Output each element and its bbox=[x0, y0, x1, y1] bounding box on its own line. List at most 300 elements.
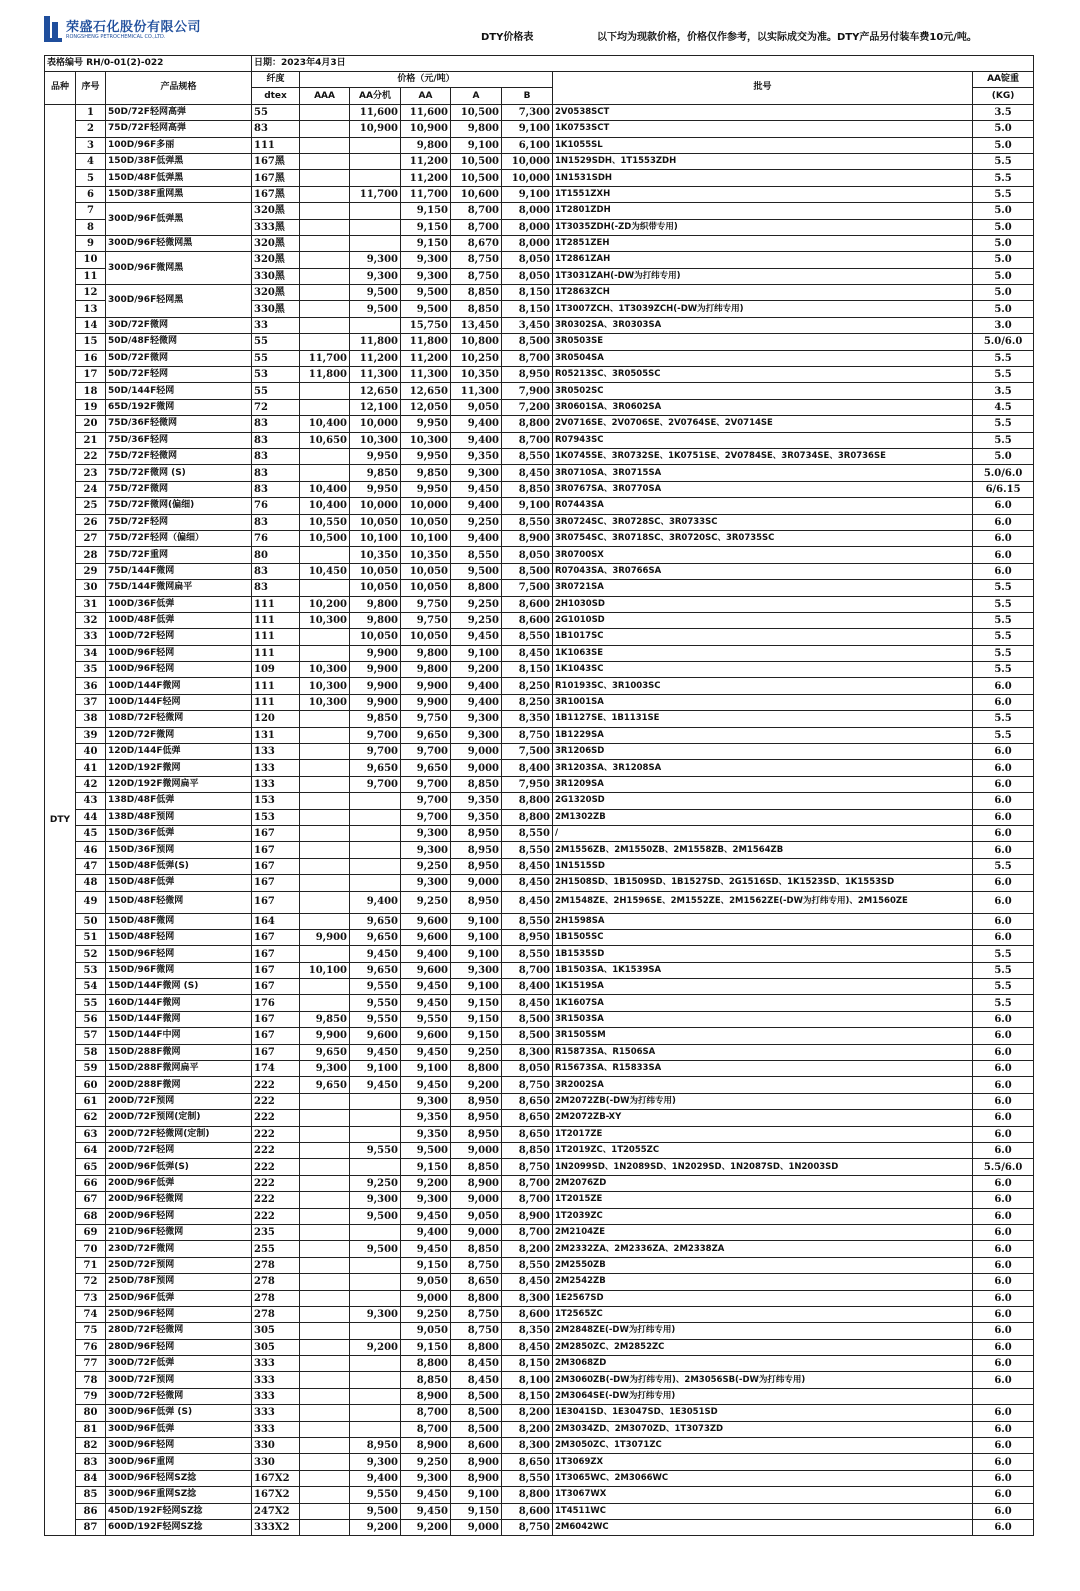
spec-cell: 150D/144F中网 bbox=[106, 1028, 252, 1044]
spec-cell: 300D/96F轻网SZ捻 bbox=[106, 1470, 252, 1486]
dtex-cell: 222 bbox=[252, 1110, 300, 1126]
table-row bbox=[45, 1011, 1034, 1027]
price-aa-cell: 9,850 bbox=[401, 465, 451, 481]
price-b-cell: 8,150 bbox=[502, 662, 553, 678]
table-row bbox=[45, 1192, 1034, 1208]
price-aaa-cell bbox=[300, 104, 350, 120]
price-aaa-cell: 10,650 bbox=[300, 432, 350, 448]
table-row bbox=[45, 1470, 1034, 1486]
seq-cell: 75 bbox=[76, 1323, 106, 1339]
weight-cell: 6.0 bbox=[973, 1143, 1034, 1159]
dtex-cell: 133 bbox=[252, 776, 300, 792]
price-aa-cell: 9,250 bbox=[401, 891, 451, 913]
price-aa-split-cell: 9,900 bbox=[350, 694, 401, 710]
price-aaa-cell bbox=[300, 1126, 350, 1142]
table-row bbox=[45, 514, 1034, 530]
price-aaa-cell bbox=[300, 1274, 350, 1290]
price-aa-cell: 9,300 bbox=[401, 1470, 451, 1486]
col-weight-top: AA锭重 bbox=[973, 72, 1034, 88]
dtex-cell: 320黑 bbox=[252, 235, 300, 251]
batch-cell: 3R0724SC、3R0728SC、3R0733SC bbox=[553, 514, 973, 530]
price-aa-split-cell: 9,300 bbox=[350, 252, 401, 268]
batch-cell: 2M3060ZB(-DW为打纬专用)、2M3056SB(-DW为打纬专用) bbox=[553, 1372, 973, 1388]
batch-cell: 1K1043SC bbox=[553, 662, 973, 678]
seq-cell: 87 bbox=[76, 1519, 106, 1535]
spec-cell: 300D/96F轻网黑 bbox=[106, 285, 252, 318]
spec-cell: 100D/96F轻网 bbox=[106, 645, 252, 661]
table-row bbox=[45, 1175, 1034, 1191]
price-a-cell: 9,300 bbox=[451, 465, 502, 481]
price-aa-cell: 8,800 bbox=[401, 1356, 451, 1372]
price-b-cell: 8,050 bbox=[502, 1061, 553, 1077]
price-b-cell: 8,750 bbox=[502, 1077, 553, 1093]
price-aaa-cell bbox=[300, 252, 350, 268]
weight-cell: 5.0 bbox=[973, 285, 1034, 301]
price-a-cell: 8,750 bbox=[451, 1323, 502, 1339]
price-aa-cell: 9,350 bbox=[401, 1126, 451, 1142]
price-a-cell: 8,450 bbox=[451, 1372, 502, 1388]
price-aaa-cell bbox=[300, 645, 350, 661]
price-aa-cell: 15,750 bbox=[401, 317, 451, 333]
batch-cell: 2H1030SD bbox=[553, 596, 973, 612]
price-a-cell: 9,350 bbox=[451, 809, 502, 825]
seq-cell: 25 bbox=[76, 498, 106, 514]
price-aa-split-cell bbox=[350, 1224, 401, 1240]
price-b-cell: 8,400 bbox=[502, 979, 553, 995]
dtex-cell: 167 bbox=[252, 825, 300, 841]
batch-cell: R07943SC bbox=[553, 432, 973, 448]
dtex-cell: 222 bbox=[252, 1093, 300, 1109]
category-cell: DTY bbox=[45, 104, 76, 1536]
dtex-cell: 111 bbox=[252, 629, 300, 645]
batch-cell: 1B1017SC bbox=[553, 629, 973, 645]
price-aa-cell: 10,000 bbox=[401, 498, 451, 514]
dtex-cell: 330 bbox=[252, 1454, 300, 1470]
price-aaa-cell bbox=[300, 891, 350, 913]
dtex-cell: 167 bbox=[252, 875, 300, 891]
price-b-cell: 8,750 bbox=[502, 1519, 553, 1535]
price-a-cell: 8,950 bbox=[451, 891, 502, 913]
price-b-cell: 8,450 bbox=[502, 995, 553, 1011]
table-row bbox=[45, 1274, 1034, 1290]
dtex-cell: 133 bbox=[252, 744, 300, 760]
seq-cell: 24 bbox=[76, 481, 106, 497]
price-aa-split-cell: 9,450 bbox=[350, 1077, 401, 1093]
col-seq: 序号 bbox=[76, 72, 106, 105]
price-b-cell: 8,250 bbox=[502, 694, 553, 710]
batch-cell: 1T2565ZC bbox=[553, 1306, 973, 1322]
dtex-cell: 167 bbox=[252, 979, 300, 995]
weight-cell: 6.0 bbox=[973, 842, 1034, 858]
dtex-cell: 320黑 bbox=[252, 203, 300, 219]
price-a-cell: 8,850 bbox=[451, 301, 502, 317]
price-a-cell: 9,000 bbox=[451, 1519, 502, 1535]
batch-cell: 2M2850ZC、2M2852ZC bbox=[553, 1339, 973, 1355]
price-a-cell: 9,250 bbox=[451, 514, 502, 530]
price-table bbox=[44, 55, 1034, 1536]
price-b-cell: 9,100 bbox=[502, 121, 553, 137]
table-row bbox=[45, 1421, 1034, 1437]
price-aa-cell: 9,500 bbox=[401, 301, 451, 317]
seq-cell: 80 bbox=[76, 1405, 106, 1421]
weight-cell: 6.0 bbox=[973, 547, 1034, 563]
price-b-cell: 8,000 bbox=[502, 203, 553, 219]
price-b-cell: 8,050 bbox=[502, 547, 553, 563]
price-aa-cell: 9,400 bbox=[401, 946, 451, 962]
price-a-cell: 8,800 bbox=[451, 580, 502, 596]
price-aa-split-cell bbox=[350, 809, 401, 825]
table-row bbox=[45, 825, 1034, 841]
price-aa-split-cell: 10,000 bbox=[350, 416, 401, 432]
price-a-cell: 10,500 bbox=[451, 104, 502, 120]
price-b-cell: 8,450 bbox=[502, 1339, 553, 1355]
spec-cell: 120D/192F微网 bbox=[106, 760, 252, 776]
price-aa-split-cell bbox=[350, 1388, 401, 1404]
spec-cell: 250D/78F预网 bbox=[106, 1274, 252, 1290]
dtex-cell: 111 bbox=[252, 678, 300, 694]
spec-cell: 75D/144F微网扁平 bbox=[106, 580, 252, 596]
col-a: A bbox=[451, 88, 502, 104]
table-row bbox=[45, 383, 1034, 399]
batch-cell: 2M3034ZD、2M3070ZD、1T3073ZD bbox=[553, 1421, 973, 1437]
price-aa-split-cell: 9,600 bbox=[350, 1028, 401, 1044]
spec-cell: 75D/144F微网 bbox=[106, 563, 252, 579]
price-aaa-cell: 10,300 bbox=[300, 662, 350, 678]
price-a-cell: 9,000 bbox=[451, 760, 502, 776]
spec-cell: 120D/72F微网 bbox=[106, 727, 252, 743]
batch-cell: 1B1503SA、1K1539SA bbox=[553, 962, 973, 978]
price-b-cell: 8,000 bbox=[502, 219, 553, 235]
batch-cell: 1N1515SD bbox=[553, 858, 973, 874]
price-b-cell: 7,500 bbox=[502, 744, 553, 760]
price-aa-split-cell bbox=[350, 203, 401, 219]
weight-cell: 5.5 bbox=[973, 979, 1034, 995]
batch-cell: 1K1519SA bbox=[553, 979, 973, 995]
price-aa-split-cell: 11,700 bbox=[350, 186, 401, 202]
table-row bbox=[45, 563, 1034, 579]
table-row bbox=[45, 1159, 1034, 1175]
seq-cell: 23 bbox=[76, 465, 106, 481]
dtex-cell: 167 bbox=[252, 1044, 300, 1060]
dtex-cell: 55 bbox=[252, 383, 300, 399]
table-row bbox=[45, 662, 1034, 678]
price-a-cell: 9,300 bbox=[451, 962, 502, 978]
table-row bbox=[45, 367, 1034, 383]
seq-cell: 26 bbox=[76, 514, 106, 530]
price-aa-split-cell bbox=[350, 1323, 401, 1339]
price-aaa-cell bbox=[300, 1110, 350, 1126]
weight-cell: 5.5 bbox=[973, 367, 1034, 383]
batch-cell: 1K1055SL bbox=[553, 137, 973, 153]
price-aa-cell: 11,300 bbox=[401, 367, 451, 383]
price-a-cell: 9,100 bbox=[451, 1487, 502, 1503]
price-aaa-cell: 10,400 bbox=[300, 481, 350, 497]
batch-cell: 1B1229SA bbox=[553, 727, 973, 743]
price-aa-cell: 9,600 bbox=[401, 913, 451, 929]
price-aa-split-cell: 8,950 bbox=[350, 1438, 401, 1454]
price-aaa-cell bbox=[300, 1503, 350, 1519]
spec-cell: 50D/48F轻微网 bbox=[106, 334, 252, 350]
price-aa-cell: 8,700 bbox=[401, 1405, 451, 1421]
price-aaa-cell bbox=[300, 137, 350, 153]
price-b-cell: 8,700 bbox=[502, 1175, 553, 1191]
price-a-cell: 8,900 bbox=[451, 1454, 502, 1470]
price-a-cell: 8,750 bbox=[451, 252, 502, 268]
col-b: B bbox=[502, 88, 553, 104]
col-price-group: 价格（元/吨） bbox=[300, 72, 553, 88]
price-aa-cell: 9,200 bbox=[401, 1519, 451, 1535]
table-row bbox=[45, 432, 1034, 448]
batch-cell: 2G1010SD bbox=[553, 612, 973, 628]
price-aa-split-cell: 9,450 bbox=[350, 946, 401, 962]
price-aaa-cell bbox=[300, 776, 350, 792]
price-aaa-cell bbox=[300, 1339, 350, 1355]
seq-cell: 77 bbox=[76, 1356, 106, 1372]
price-b-cell: 8,150 bbox=[502, 1356, 553, 1372]
price-aa-split-cell: 9,500 bbox=[350, 301, 401, 317]
seq-cell: 55 bbox=[76, 995, 106, 1011]
seq-cell: 13 bbox=[76, 301, 106, 317]
spec-cell: 150D/36F预网 bbox=[106, 842, 252, 858]
batch-cell: 1N1529SDH、1T1553ZDH bbox=[553, 153, 973, 169]
seq-cell: 36 bbox=[76, 678, 106, 694]
seq-cell: 67 bbox=[76, 1192, 106, 1208]
table-row bbox=[45, 979, 1034, 995]
weight-cell: 5.5 bbox=[973, 350, 1034, 366]
weight-cell: 6/6.15 bbox=[973, 481, 1034, 497]
weight-cell: 6.0 bbox=[973, 1241, 1034, 1257]
seq-cell: 28 bbox=[76, 547, 106, 563]
dtex-cell: 153 bbox=[252, 793, 300, 809]
price-aa-cell: 9,000 bbox=[401, 1290, 451, 1306]
spec-cell: 230D/72F微网 bbox=[106, 1241, 252, 1257]
dtex-cell: 305 bbox=[252, 1323, 300, 1339]
table-row bbox=[45, 1519, 1034, 1535]
price-aa-split-cell bbox=[350, 235, 401, 251]
price-b-cell: 8,450 bbox=[502, 645, 553, 661]
seq-cell: 4 bbox=[76, 153, 106, 169]
price-aaa-cell bbox=[300, 875, 350, 891]
batch-cell: 1T2039ZC bbox=[553, 1208, 973, 1224]
price-a-cell: 8,700 bbox=[451, 203, 502, 219]
price-b-cell: 8,150 bbox=[502, 285, 553, 301]
price-aa-split-cell: 9,550 bbox=[350, 979, 401, 995]
spec-cell: 100D/96F轻网 bbox=[106, 662, 252, 678]
seq-cell: 10 bbox=[76, 252, 106, 268]
spec-cell: 300D/72F轻微网 bbox=[106, 1388, 252, 1404]
price-aa-split-cell bbox=[350, 1421, 401, 1437]
price-a-cell: 8,550 bbox=[451, 547, 502, 563]
price-aa-split-cell: 9,650 bbox=[350, 929, 401, 945]
seq-cell: 39 bbox=[76, 727, 106, 743]
seq-cell: 27 bbox=[76, 530, 106, 546]
price-aa-cell: 9,300 bbox=[401, 842, 451, 858]
batch-cell: 3R2002SA bbox=[553, 1077, 973, 1093]
price-b-cell: 9,100 bbox=[502, 498, 553, 514]
price-b-cell: 7,900 bbox=[502, 383, 553, 399]
spec-cell: 150D/48F低弹黑 bbox=[106, 170, 252, 186]
price-b-cell: 8,250 bbox=[502, 678, 553, 694]
table-row bbox=[45, 1438, 1034, 1454]
batch-cell: 2M1548ZE、2H1596SE、2M1552ZE、2M1562ZE(-DW为打纬专用)、2M1560ZE bbox=[553, 891, 973, 913]
price-aa-cell: 9,450 bbox=[401, 1241, 451, 1257]
weight-cell: 6.0 bbox=[973, 1192, 1034, 1208]
dtex-cell: 72 bbox=[252, 399, 300, 415]
price-aaa-cell bbox=[300, 858, 350, 874]
price-aa-split-cell bbox=[350, 1290, 401, 1306]
price-aa-cell: 9,450 bbox=[401, 1487, 451, 1503]
price-aa-split-cell: 9,550 bbox=[350, 1011, 401, 1027]
price-aa-split-cell: 11,200 bbox=[350, 350, 401, 366]
table-row bbox=[45, 694, 1034, 710]
table-row bbox=[45, 498, 1034, 514]
price-aaa-cell bbox=[300, 842, 350, 858]
weight-cell: 6.0 bbox=[973, 875, 1034, 891]
weight-cell: 5.5 bbox=[973, 858, 1034, 874]
dtex-cell: 247X2 bbox=[252, 1503, 300, 1519]
price-table-body bbox=[45, 104, 1034, 1536]
price-aa-cell: 12,650 bbox=[401, 383, 451, 399]
price-aaa-cell bbox=[300, 580, 350, 596]
batch-cell: 2M1556ZB、2M1550ZB、2M1558ZB、2M1564ZB bbox=[553, 842, 973, 858]
price-aaa-cell bbox=[300, 1306, 350, 1322]
weight-cell: 5.0/6.0 bbox=[973, 334, 1034, 350]
price-b-cell: 8,550 bbox=[502, 629, 553, 645]
seq-cell: 43 bbox=[76, 793, 106, 809]
price-aa-split-cell bbox=[350, 1405, 401, 1421]
price-a-cell: 9,200 bbox=[451, 662, 502, 678]
seq-cell: 74 bbox=[76, 1306, 106, 1322]
price-aa-split-cell: 9,900 bbox=[350, 678, 401, 694]
weight-cell: 5.5 bbox=[973, 580, 1034, 596]
price-a-cell: 8,850 bbox=[451, 776, 502, 792]
seq-cell: 37 bbox=[76, 694, 106, 710]
batch-cell: 3R0754SC、3R0718SC、3R0720SC、3R0735SC bbox=[553, 530, 973, 546]
batch-cell: 1B1505SC bbox=[553, 929, 973, 945]
weight-cell: 6.0 bbox=[973, 793, 1034, 809]
price-a-cell: 9,150 bbox=[451, 995, 502, 1011]
seq-cell: 63 bbox=[76, 1126, 106, 1142]
price-a-cell: 8,500 bbox=[451, 1405, 502, 1421]
spec-cell: 150D/288F微网 bbox=[106, 1044, 252, 1060]
dtex-cell: 76 bbox=[252, 498, 300, 514]
price-aaa-cell bbox=[300, 1241, 350, 1257]
price-b-cell: 8,450 bbox=[502, 1274, 553, 1290]
price-b-cell: 8,200 bbox=[502, 1241, 553, 1257]
table-row bbox=[45, 465, 1034, 481]
price-aa-split-cell: 9,250 bbox=[350, 1175, 401, 1191]
batch-cell: 2M2104ZE bbox=[553, 1224, 973, 1240]
dtex-cell: 333X2 bbox=[252, 1519, 300, 1535]
price-aaa-cell bbox=[300, 995, 350, 1011]
price-a-cell: 9,200 bbox=[451, 1077, 502, 1093]
price-b-cell: 8,550 bbox=[502, 946, 553, 962]
price-aa-cell: 9,150 bbox=[401, 1257, 451, 1273]
price-aa-split-cell: 9,900 bbox=[350, 645, 401, 661]
weight-cell: 6.0 bbox=[973, 1224, 1034, 1240]
price-aaa-cell bbox=[300, 1208, 350, 1224]
col-category: 品种 bbox=[45, 72, 76, 105]
spec-cell: 50D/72F轻网 bbox=[106, 367, 252, 383]
table-row bbox=[45, 612, 1034, 628]
price-a-cell: 8,500 bbox=[451, 1388, 502, 1404]
dtex-cell: 111 bbox=[252, 645, 300, 661]
seq-cell: 60 bbox=[76, 1077, 106, 1093]
weight-cell: 5.5 bbox=[973, 962, 1034, 978]
weight-cell: 6.0 bbox=[973, 1339, 1034, 1355]
batch-cell: 1K0745SE、3R0732SE、1K0751SE、2V0784SE、3R0734SE、3R0736SE bbox=[553, 448, 973, 464]
weight-cell: 6.0 bbox=[973, 498, 1034, 514]
weight-cell: 6.0 bbox=[973, 1077, 1034, 1093]
price-aaa-cell: 10,550 bbox=[300, 514, 350, 530]
price-aa-split-cell: 10,300 bbox=[350, 432, 401, 448]
price-aaa-cell bbox=[300, 1372, 350, 1388]
dtex-cell: 167 bbox=[252, 858, 300, 874]
price-aaa-cell bbox=[300, 1454, 350, 1470]
weight-cell: 6.0 bbox=[973, 1028, 1034, 1044]
price-aaa-cell bbox=[300, 383, 350, 399]
weight-cell: 5.0 bbox=[973, 235, 1034, 251]
price-aa-cell: 9,450 bbox=[401, 1503, 451, 1519]
price-a-cell: 10,600 bbox=[451, 186, 502, 202]
price-aaa-cell: 10,500 bbox=[300, 530, 350, 546]
price-aa-cell: 11,200 bbox=[401, 350, 451, 366]
table-row bbox=[45, 1356, 1034, 1372]
batch-cell: 3R0700SX bbox=[553, 547, 973, 563]
price-b-cell: 8,150 bbox=[502, 301, 553, 317]
seq-cell: 2 bbox=[76, 121, 106, 137]
batch-cell: 2M2076ZD bbox=[553, 1175, 973, 1191]
spec-cell: 150D/48F微网 bbox=[106, 913, 252, 929]
seq-cell: 52 bbox=[76, 946, 106, 962]
price-aa-split-cell: 9,200 bbox=[350, 1519, 401, 1535]
price-a-cell: 8,850 bbox=[451, 1241, 502, 1257]
price-a-cell: 10,500 bbox=[451, 153, 502, 169]
spec-cell: 280D/96F轻网 bbox=[106, 1339, 252, 1355]
batch-cell: 1T2019ZC、1T2055ZC bbox=[553, 1143, 973, 1159]
dtex-cell: 222 bbox=[252, 1192, 300, 1208]
batch-cell: 3R0503SE bbox=[553, 334, 973, 350]
table-row bbox=[45, 1044, 1034, 1060]
dtex-cell: 333 bbox=[252, 1356, 300, 1372]
weight-cell: 6.0 bbox=[973, 1356, 1034, 1372]
table-row bbox=[45, 891, 1034, 913]
weight-cell: 6.0 bbox=[973, 1290, 1034, 1306]
price-aa-cell: 8,900 bbox=[401, 1438, 451, 1454]
dtex-cell: 53 bbox=[252, 367, 300, 383]
price-aa-split-cell: 9,650 bbox=[350, 962, 401, 978]
price-aa-split-cell: 9,500 bbox=[350, 1208, 401, 1224]
table-row bbox=[45, 629, 1034, 645]
spec-cell: 150D/96F微网 bbox=[106, 962, 252, 978]
seq-cell: 11 bbox=[76, 268, 106, 284]
spec-cell: 50D/72F轻网高弹 bbox=[106, 104, 252, 120]
price-aa-split-cell bbox=[350, 170, 401, 186]
weight-cell: 6.0 bbox=[973, 891, 1034, 913]
batch-cell: R07043SA、3R0766SA bbox=[553, 563, 973, 579]
price-b-cell: 8,650 bbox=[502, 1454, 553, 1470]
price-aa-cell: 11,800 bbox=[401, 334, 451, 350]
price-aa-cell: 9,750 bbox=[401, 596, 451, 612]
price-b-cell: 8,850 bbox=[502, 481, 553, 497]
price-aa-cell: 9,450 bbox=[401, 1077, 451, 1093]
weight-cell: 5.0 bbox=[973, 301, 1034, 317]
price-aa-split-cell bbox=[350, 1257, 401, 1273]
price-b-cell: 8,400 bbox=[502, 760, 553, 776]
seq-cell: 8 bbox=[76, 219, 106, 235]
price-aaa-cell bbox=[300, 809, 350, 825]
weight-cell: 6.0 bbox=[973, 825, 1034, 841]
